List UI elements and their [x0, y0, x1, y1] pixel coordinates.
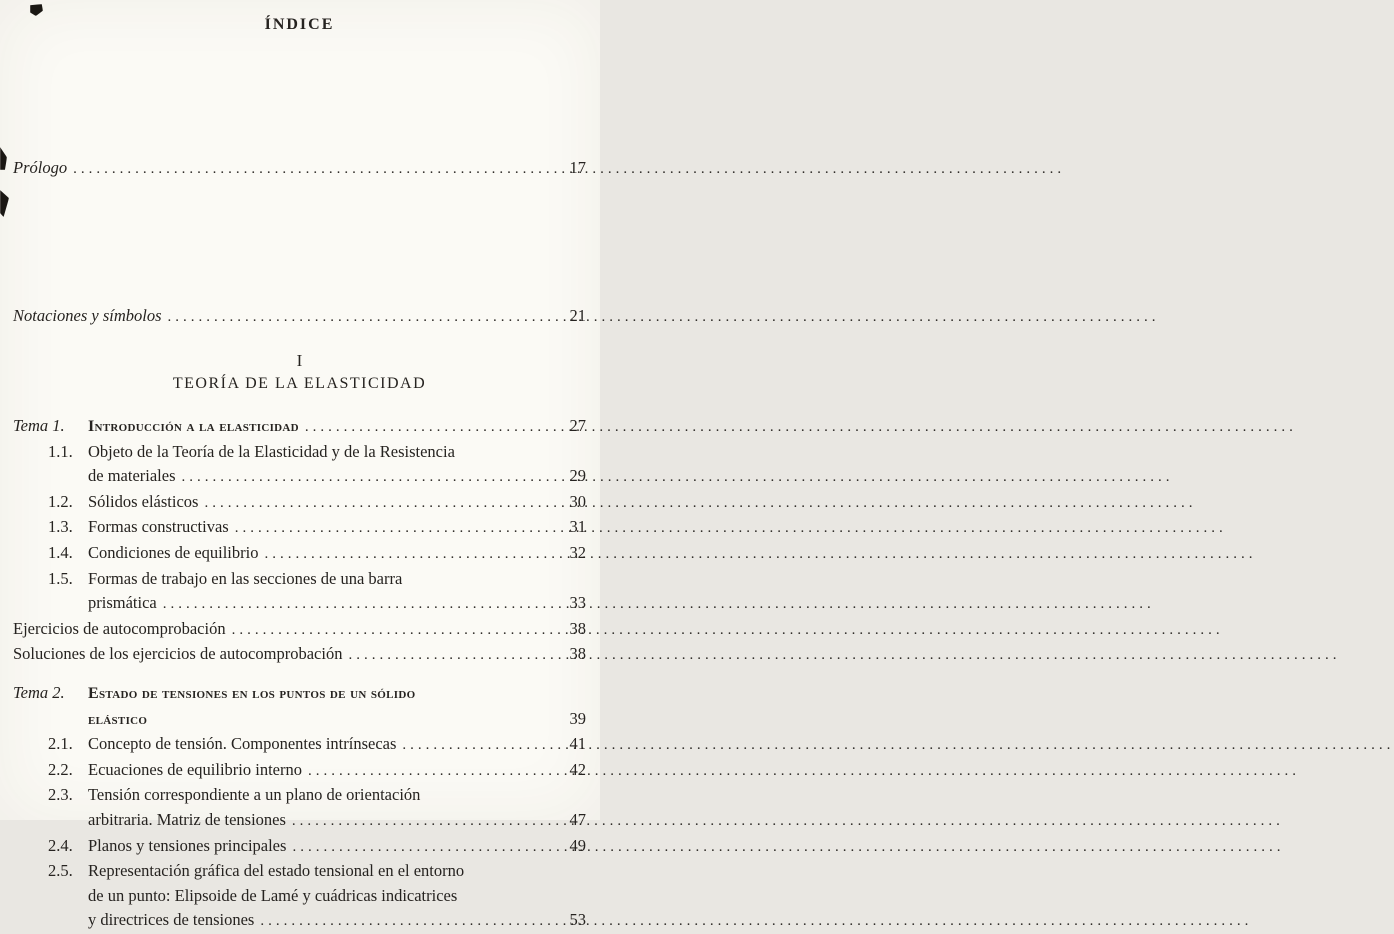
page-number: 31 [569, 517, 586, 537]
entry-number: 2.5. [48, 861, 73, 881]
dot-leader [260, 908, 565, 934]
entry-text: elástico [88, 710, 148, 728]
dot-leader [182, 464, 566, 490]
toc-entry [13, 440, 586, 490]
page-number: 38 [569, 618, 586, 638]
entry-text: Sólidos elásticos [88, 491, 199, 511]
dot-leader [264, 541, 565, 567]
entry-text: Formas de trabajo en las secciones de una barra [88, 568, 403, 588]
page-number: 32 [569, 542, 586, 562]
dot-leader [163, 591, 566, 617]
page-number: 17 [569, 158, 586, 177]
entry-number: 1.3. [48, 517, 73, 537]
toc-entry [13, 541, 586, 567]
entry-number: 1.5. [48, 568, 73, 588]
page-number: 49 [569, 835, 586, 855]
entry-text: Prólogo [13, 158, 68, 177]
dot-leader [204, 490, 565, 516]
page-number: 41 [569, 734, 586, 754]
scanned-toc-page [0, 0, 600, 930]
part-number: I [296, 351, 303, 370]
entry-text: Formas constructivas [88, 517, 229, 537]
page-number: 29 [569, 466, 586, 486]
page-number: 27 [569, 416, 586, 435]
toc-entry [13, 834, 586, 860]
part-heading [13, 350, 586, 393]
entry-text: Soluciones de los ejercicios de autocomprobación [13, 644, 343, 664]
dot-leader [348, 642, 565, 668]
page-number: 33 [569, 593, 586, 613]
scan-artifact [30, 4, 43, 16]
entry-number: 2.2. [48, 759, 73, 779]
dot-leader [305, 414, 566, 440]
page-title: ÍNDICE [264, 16, 335, 33]
page-number: 21 [569, 306, 586, 325]
toc-entry [13, 414, 586, 440]
page-number: 30 [569, 491, 586, 511]
page-number: 39 [569, 708, 586, 728]
part-title: TEORÍA DE LA ELASTICIDAD [172, 375, 427, 392]
dot-leader [168, 303, 566, 330]
toc-entry [13, 617, 586, 643]
toc-entries [13, 414, 586, 934]
entry-number: 2.1. [48, 734, 73, 754]
dot-leader [292, 808, 566, 834]
toc-entry [13, 515, 586, 541]
entry-number: 1.1. [48, 441, 73, 461]
entry-text: Concepto de tensión. Componentes intrínsecas [88, 734, 397, 754]
toc-entry [13, 567, 586, 617]
entry-text: Condiciones de equilibrio [88, 542, 259, 562]
entry-text: de materiales [88, 466, 176, 486]
entry-text: Tensión correspondiente a un plano de orientación [88, 785, 421, 805]
entry-text: Ejercicios de autocomprobación [13, 618, 226, 638]
toc-entry [13, 732, 586, 758]
dot-leader [292, 834, 565, 860]
toc-entry [13, 642, 586, 668]
entry-number: Tema 2. [13, 682, 65, 702]
toc-entry [13, 783, 586, 833]
scan-artifact [0, 147, 7, 170]
toc-entry [13, 859, 586, 934]
toc-entry [13, 758, 586, 784]
page-number: 42 [569, 759, 586, 779]
dot-leader [73, 155, 565, 182]
dot-leader [402, 732, 565, 758]
entry-text: Representación gráfica del estado tensional en el entorno [88, 861, 465, 881]
toc-entry [13, 155, 586, 182]
page-number: 47 [569, 809, 586, 829]
toc-entry [13, 681, 586, 732]
entry-text: arbitraria. Matriz de tensiones [88, 809, 286, 829]
entry-number: 2.3. [48, 785, 73, 805]
entry-number: 2.4. [48, 835, 73, 855]
front-entries [13, 155, 586, 330]
entry-text: Notaciones y símbolos [13, 306, 162, 325]
entry-text: y directrices de tensiones [88, 910, 255, 930]
dot-leader [235, 515, 566, 541]
entry-text: de un punto: Elipsoide de Lamé y cuádricas indicatrices [88, 885, 458, 905]
entry-text: Introducción a la elasticidad [88, 418, 299, 435]
entry-text: prismática [88, 593, 157, 613]
page-number: 53 [569, 910, 586, 930]
entry-text: Planos y tensiones principales [88, 835, 287, 855]
scan-artifact [0, 190, 9, 217]
entry-number: 1.4. [48, 542, 73, 562]
toc-entry [13, 303, 586, 330]
page-number: 38 [569, 644, 586, 664]
entry-text: Estado de tensiones en los puntos de un sólido [88, 684, 416, 702]
entry-text: Objeto de la Teoría de la Elasticidad y de la Resistencia [88, 441, 455, 461]
dot-leader [232, 617, 566, 643]
toc-entry [13, 490, 586, 516]
entry-text: Ecuaciones de equilibrio interno [88, 759, 302, 779]
entry-number: 1.2. [48, 491, 73, 511]
dot-leader [308, 758, 566, 784]
entry-number: Tema 1. [13, 416, 65, 435]
